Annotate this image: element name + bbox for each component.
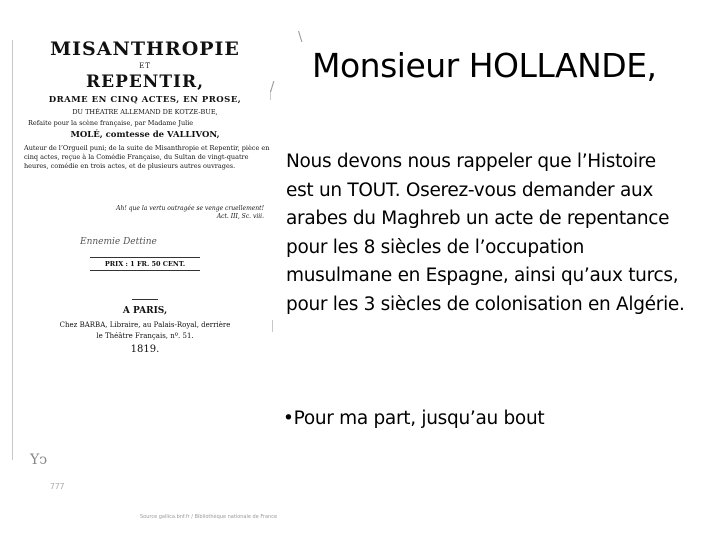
slide-bullet-item [283, 405, 683, 433]
scan-slash-mark: / [270, 80, 275, 95]
book-conjunction: ET [139, 62, 151, 70]
divider-rule [132, 299, 158, 300]
book-genre: DRAME EN CINQ ACTES, EN PROSE, [48, 95, 242, 105]
scan-slash-mark: \ [298, 30, 303, 45]
slide-heading: Monsieur HOLLANDE, [312, 46, 657, 85]
book-address: le Théâtre Français, nº. 51. [96, 332, 194, 340]
book-author: MOLÉ, comtesse de VALLIVON, [70, 130, 220, 140]
bullet-text: Pour ma part, jusqu’au bout [293, 408, 545, 429]
epigraph-reference: Act. III, Sc. viii. [216, 213, 264, 220]
library-stamp: Yↄ [30, 452, 48, 468]
book-publisher: Chez BARBA, Libraire, au Palais-Royal, derrière [59, 321, 231, 329]
book-price: PRIX : 1 FR. 50 CENT. [90, 257, 200, 271]
library-stamp-code: 777 [50, 482, 65, 491]
scan-edge-line [12, 40, 13, 460]
book-adaptation: Refaite pour la scène française, par Madame Julie [28, 119, 194, 127]
handwritten-signature: Ennemie Dettine [80, 237, 157, 247]
book-title: MISANTHROPIE [50, 38, 240, 60]
book-origin: DU THÉATRE ALLEMAND DE KOTZE-BUE, [72, 108, 218, 116]
book-year: 1819. [130, 344, 160, 355]
book-title-second: REPENTIR, [85, 72, 204, 92]
slide-body-text: Nous devons nous rappeler que l’Histoire est un TOUT. Oserez-vous demander aux arabes du Maghreb un acte de repentance pour les 8 siècles de l’occupation musulmane en Espagne, ainsi qu’aux turcs, pour les 3 siècles de colonisation en Algérie. [286, 151, 685, 315]
book-city: A PARIS, [122, 306, 168, 316]
book-author-bio: Auteur de l’Orgueil puni; de la suite de Misanthropie et Repentir, pièce en cinq actes, reçue à la Comédie Française, du Sultan de vingt-quatre heures, comédie en trois actes, et de plusieurs autres ouvrages. [24, 144, 270, 170]
scan-mark [272, 320, 273, 332]
epigraph-text: Ah! que la vertu outragée se venge cruellement! [116, 205, 264, 212]
source-credit: Source gallica.bnf.fr / Bibliothèque nationale de France [140, 514, 278, 520]
bullet-marker: • [283, 408, 294, 429]
book-epigraph [20, 205, 264, 221]
book-title-page [20, 38, 270, 358]
